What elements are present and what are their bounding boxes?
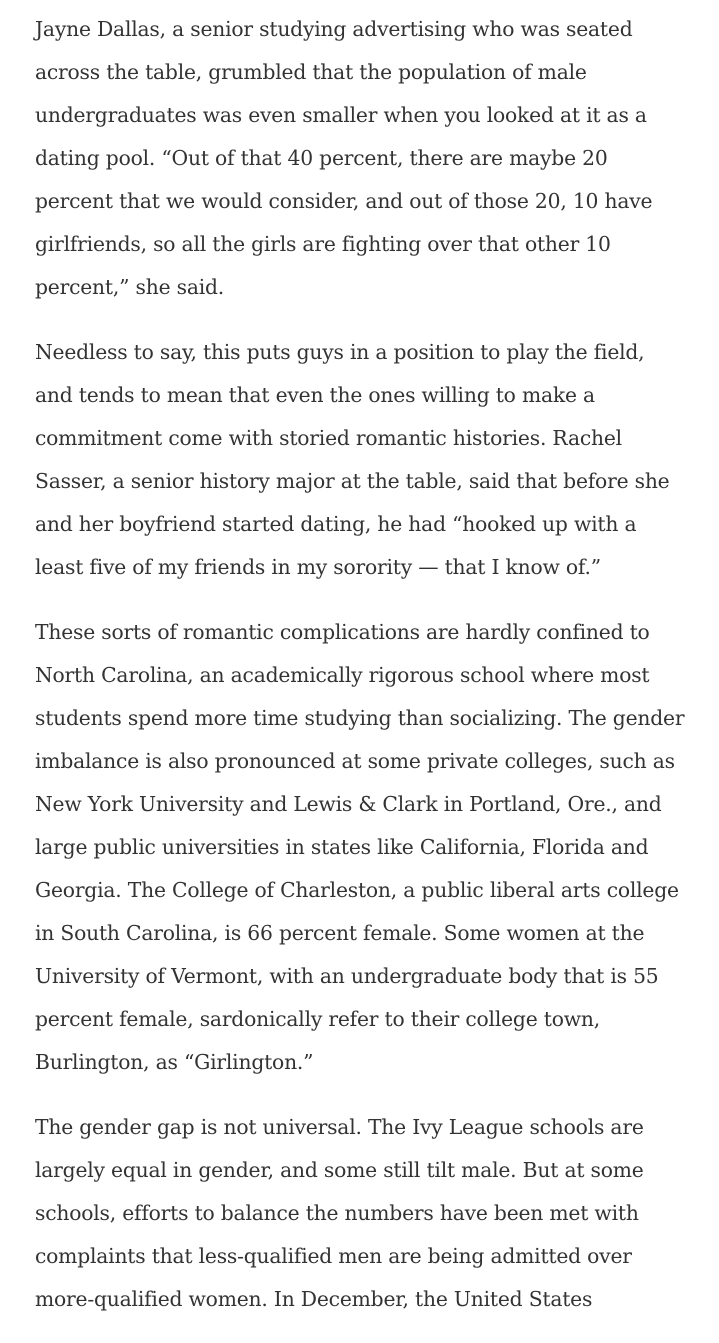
paragraph-romantic-complications: These sorts of romantic complications are hardly confined to North Carolina, an academically rigorous school where most students spend more time studying than socializing. The gender imbalance is also pronounced at some private colleges, such as New York University and Lewis & Clark in Portland, Ore., and large public universities in states like California, Florida and Georgia. The College of Charleston, a public liberal arts college in South Carolina, is 66 percent female. Some women at the University of Vermont, with an undergraduate body that is 55 percent female, sardonically refer to their college town, Burlington, as “Girlington.”: [35, 620, 685, 1074]
article-body: [35, 8, 685, 1343]
paragraph-jayne-dallas: Jayne Dallas, a senior studying advertising who was seated across the table, grumbled that the population of male undergraduates was even smaller when you looked at it as a dating pool. “Out of that 40 percent, there are maybe 20 percent that we would consider, and out of those 20, 10 have girlfriends, so all the girls are fighting over that other 10 percent,” she said.: [35, 17, 653, 299]
paragraph-play-the-field: Needless to say, this puts guys in a position to play the field, and tends to mean that even the ones willing to make a commitment come with storied romantic histories. Rachel Sasser, a senior history major at the table, said that before she and her boyfriend started dating, he had “hooked up with a least five of my friends in my sorority — that I know of.”: [35, 340, 670, 579]
paragraph-gender-gap: The gender gap is not universal. The Ivy League schools are largely equal in gender, and some still tilt male. But at some schools, efforts to balance the numbers have been met with complaints that less-qualified men are being admitted over more-qualified women. In December, the United States: [35, 1115, 644, 1311]
